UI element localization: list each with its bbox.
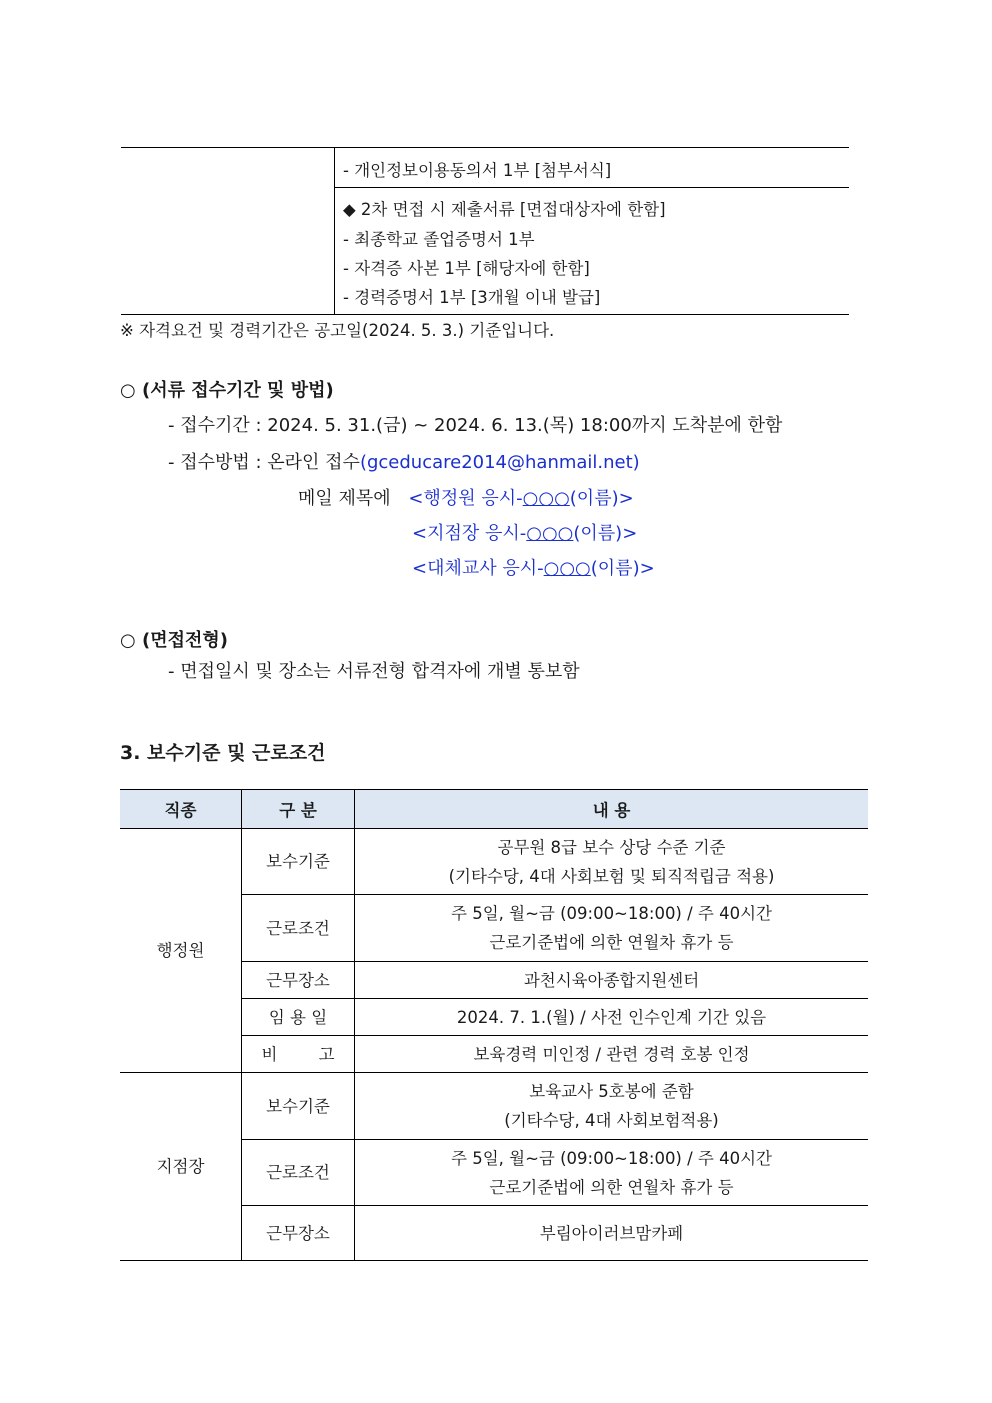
table-divider (334, 148, 335, 314)
row-content: 보육경력 미인정 / 관련 경력 호봉 인정 (355, 1036, 869, 1073)
criteria-note: ※ 자격요건 및 경력기간은 공고일(2024. 5. 3.) 기준입니다. (120, 321, 555, 340)
job-name: 지점장 (120, 1073, 242, 1261)
doc-item: - 개인정보이용동의서 1부 [첨부서식] (343, 161, 612, 180)
doc-section-title: ◆ 2차 면접 시 제출서류 [면접대상자에 한함] (343, 200, 666, 219)
row-content: 과천시육아종합지원센터 (355, 962, 869, 999)
row-content: 주 5일, 월~금 (09:00~18:00) / 주 40시간 근로기준법에 의한 연월차 휴가 등 (355, 895, 869, 962)
doc-item: - 자격증 사본 1부 [해당자에 한함] (343, 259, 590, 278)
row-label: 보수기준 (242, 829, 355, 895)
mail-subject-substitute: <대체교사 응시-○○○(이름)> (412, 558, 655, 579)
row-content: 보육교사 5호봉에 준함 (기타수당, 4대 사회보험적용) (355, 1073, 869, 1140)
row-label: 임 용 일 (242, 999, 355, 1036)
row-content: 공무원 8급 보수 상당 수준 기준 (기타수당, 4대 사회보험 및 퇴직적립금 적용) (355, 829, 869, 895)
table-divider (334, 187, 849, 188)
row-label: 근로조건 (242, 895, 355, 962)
row-label: 근무장소 (242, 962, 355, 999)
pay-conditions-table (120, 789, 868, 1261)
job-name: 행정원 (120, 829, 242, 1073)
interview-notice: - 면접일시 및 장소는 서류전형 합격자에 개별 통보함 (168, 661, 580, 682)
doc-item: - 경력증명서 1부 [3개월 이내 발급] (343, 288, 601, 307)
mail-subject-line (298, 484, 634, 510)
interview-heading: ○ (면접전형) (120, 630, 228, 651)
row-label: 근무장소 (242, 1206, 355, 1261)
row-content: 부림아이러브맘카페 (355, 1206, 869, 1261)
email-link[interactable]: (gceducare2014@hanmail.net) (359, 452, 640, 473)
row-content: 2024. 7. 1.(월) / 사전 인수인계 기간 있음 (355, 999, 869, 1036)
section-title: 3. 보수기준 및 근로조건 (120, 742, 326, 764)
table-row (120, 829, 868, 895)
row-label: 비 고 (242, 1036, 355, 1073)
header-content: 내 용 (355, 790, 869, 829)
documents-table (121, 147, 849, 315)
table-header-row (120, 790, 868, 829)
row-label: 근로조건 (242, 1140, 355, 1206)
mail-subject-branch: <지점장 응시-○○○(이름)> (412, 523, 638, 544)
header-category: 구 분 (242, 790, 355, 829)
row-content: 주 5일, 월~금 (09:00~18:00) / 주 40시간 근로기준법에 의한 연월차 휴가 등 (355, 1140, 869, 1206)
doc-item: - 최종학교 졸업증명서 1부 (343, 230, 535, 249)
submission-heading: ○ (서류 접수기간 및 방법) (120, 380, 334, 401)
submission-period: - 접수기간 : 2024. 5. 31.(금) ~ 2024. 6. 13.(목) 18:00까지 도착분에 한함 (168, 415, 783, 436)
subject-label: 메일 제목에 (298, 488, 391, 509)
row-label: 보수기준 (242, 1073, 355, 1140)
mail-subject-admin: <행정원 응시-○○○(이름)> (408, 488, 634, 509)
method-label: - 접수방법 : 온라인 접수 (168, 452, 360, 473)
table-row (120, 1073, 868, 1140)
header-job: 직종 (120, 790, 242, 829)
submission-method (168, 448, 640, 474)
